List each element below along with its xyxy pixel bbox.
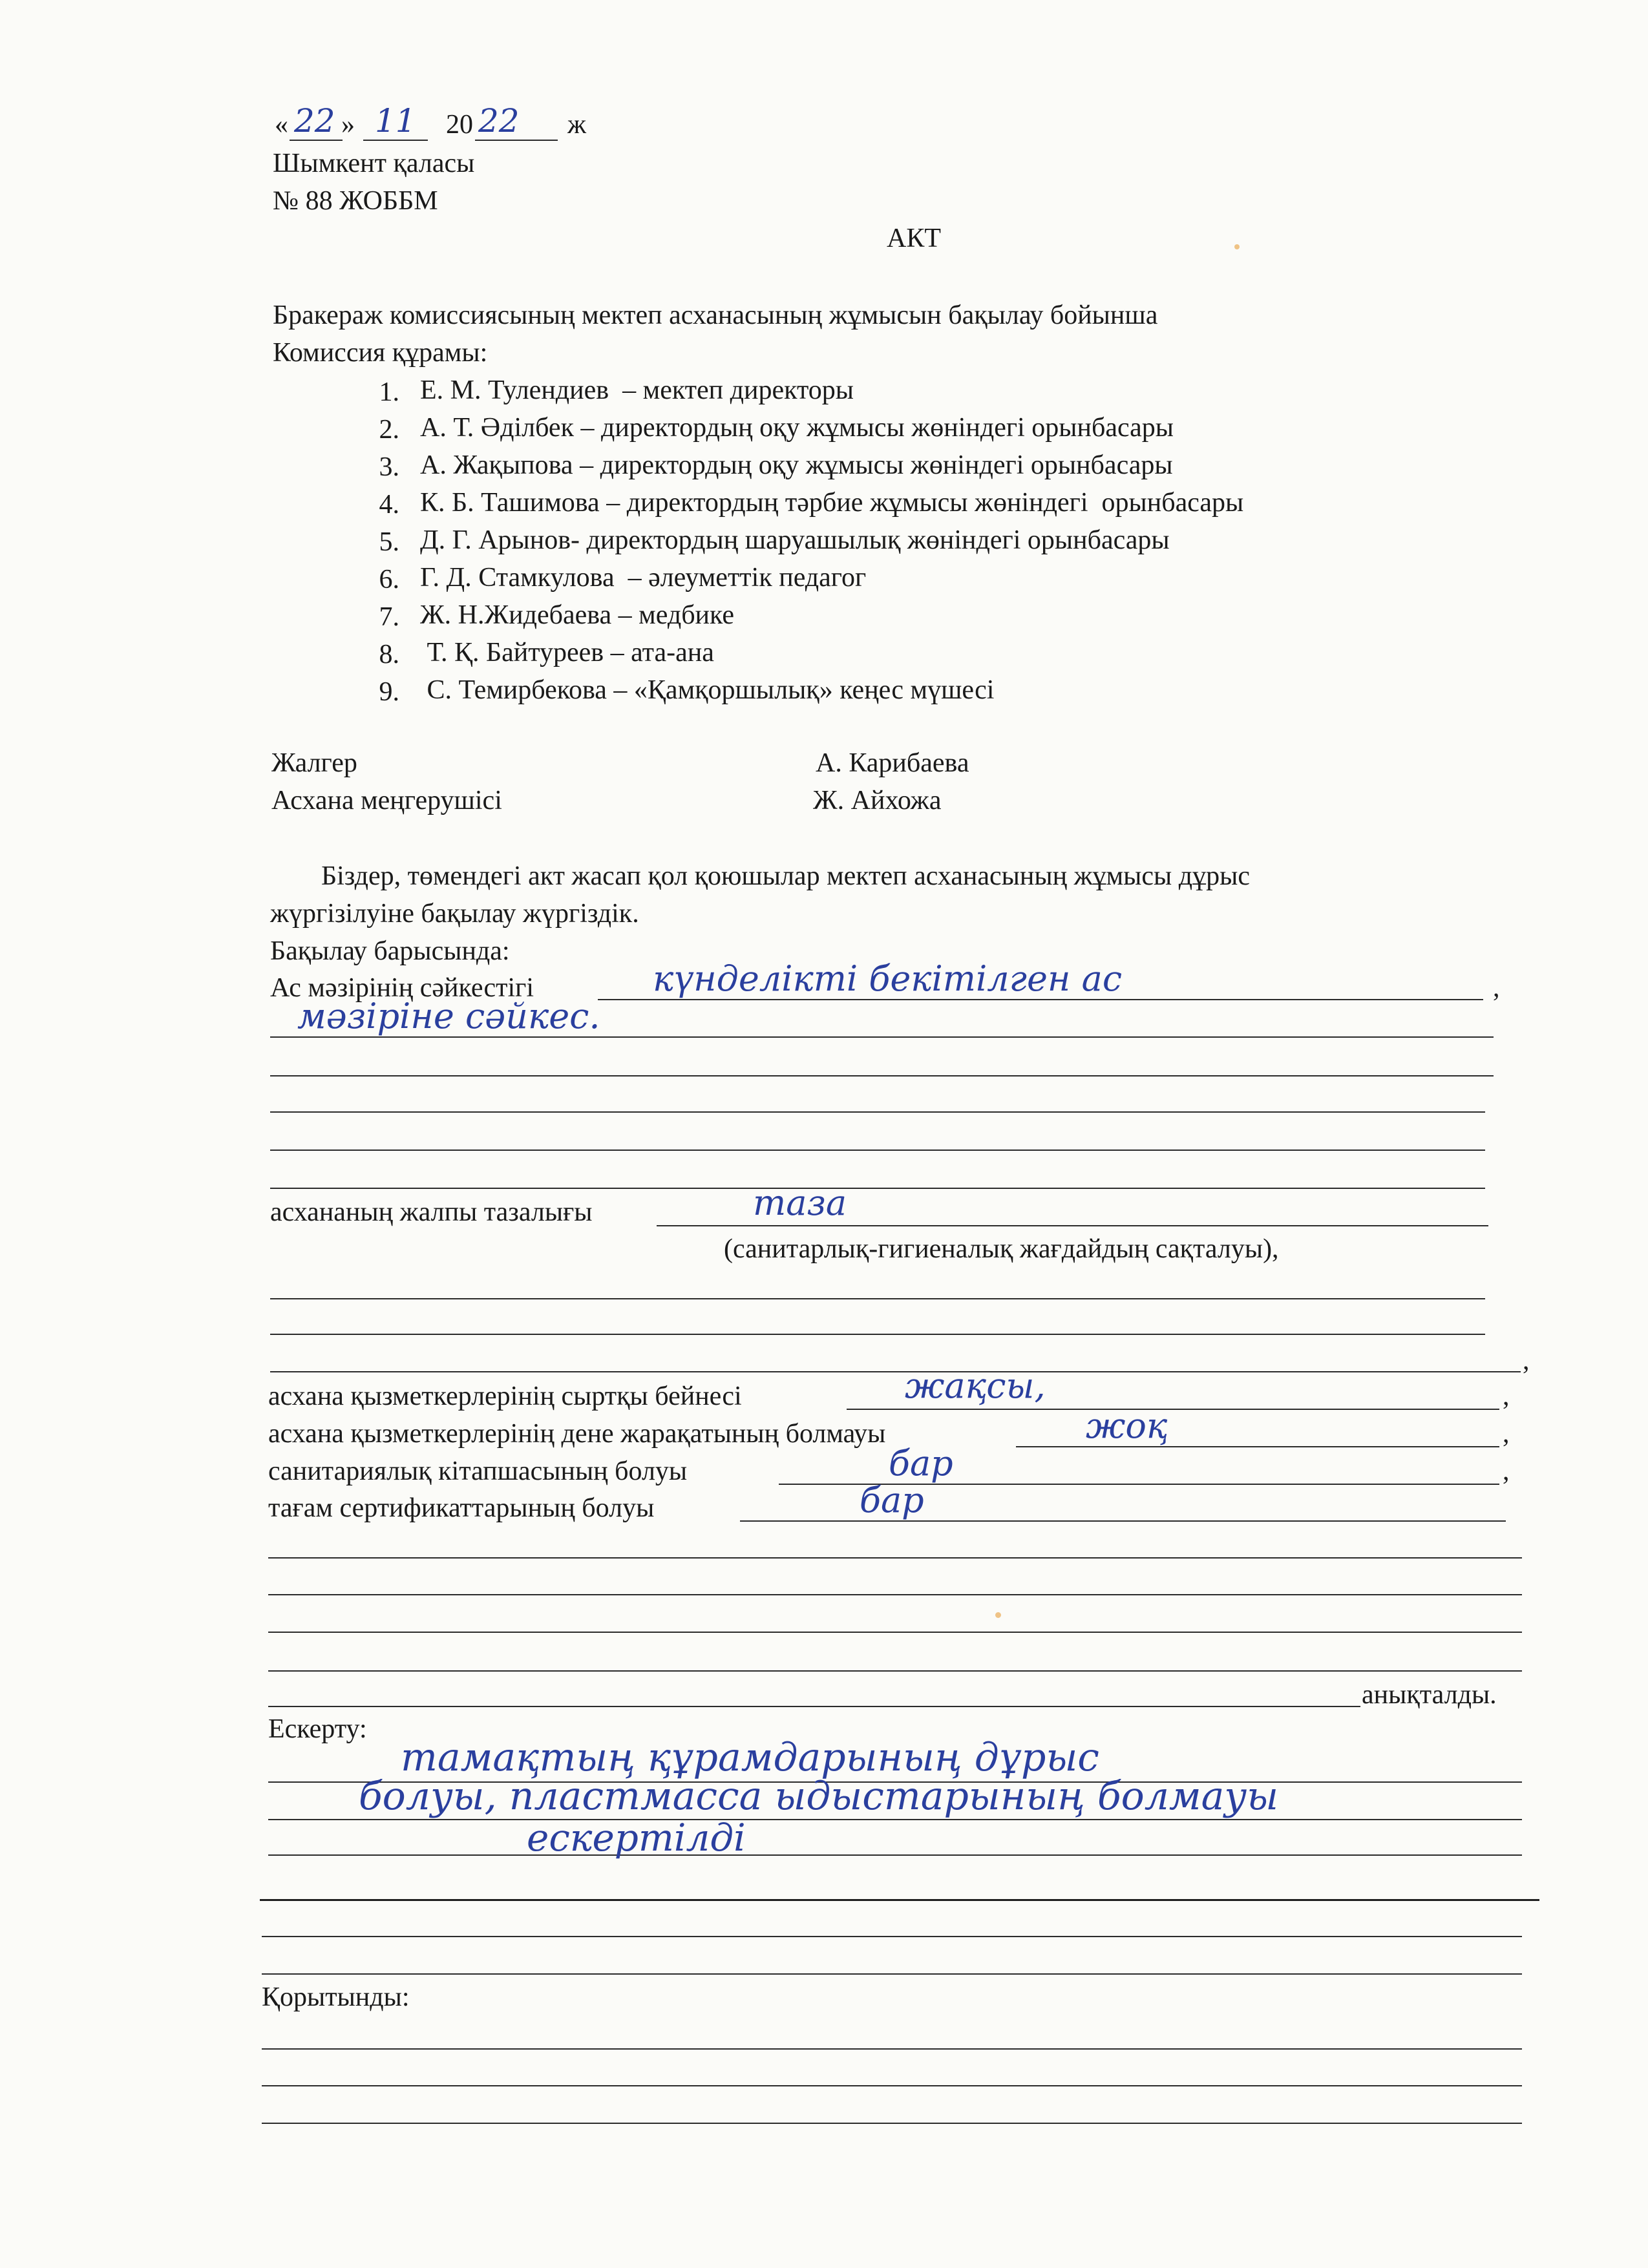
- blank-line: [270, 1075, 1494, 1076]
- date-day: 22: [294, 102, 335, 140]
- list-item: С. Темирбекова – «Қамқоршылық» кеңес мүшесі: [420, 675, 995, 705]
- blank-line: [262, 1936, 1522, 1937]
- blank-line: [270, 1334, 1485, 1335]
- city: Шымкент қаласы: [273, 149, 475, 178]
- menu-handwriting: мәзіріне сәйкес.: [297, 996, 600, 1036]
- intro-text-line: Біздер, төмендегі акт жасап қол қоюшылар мектеп асханасының жұмысы дұрыс: [321, 861, 1250, 891]
- injury-line: [1016, 1446, 1499, 1447]
- list-item: Д. Г. Арынов- директордың шаруашылық жөніндегі орынбасары: [420, 525, 1170, 555]
- staff-role: Жалгер: [271, 748, 357, 778]
- certificates-label: тағам сертификаттарының болуы: [268, 1493, 655, 1523]
- blank-line: [268, 1594, 1522, 1595]
- list-number: 4.: [379, 490, 399, 520]
- blank-line: [270, 1111, 1485, 1113]
- cleanliness-line: [657, 1225, 1488, 1226]
- date-open-quote: «: [275, 110, 288, 140]
- list-number: 5.: [379, 527, 399, 557]
- blank-line: [262, 2123, 1522, 2124]
- list-number: 3.: [379, 452, 399, 482]
- cleanliness-note: (санитарлық-гигиеналық жағдайдың сақталуы),: [724, 1234, 1279, 1264]
- date-year-line: [475, 140, 558, 141]
- date-month: 11: [375, 102, 416, 140]
- comma: ,: [1523, 1346, 1530, 1376]
- appearance-handwriting: жақсы,: [905, 1365, 1046, 1406]
- comma: ,: [1503, 1456, 1510, 1486]
- date-day-line: [290, 140, 343, 141]
- cleanliness-handwriting: таза: [753, 1182, 847, 1223]
- intro-text-line: жүргізілуіне бақылау жүргіздік.: [270, 899, 639, 929]
- date-year-prefix: 20: [446, 110, 473, 140]
- cleanliness-label: асхананың жалпы тазалығы: [270, 1197, 593, 1227]
- note-line: [268, 1819, 1522, 1820]
- identified-text: анықталды.: [1362, 1680, 1497, 1710]
- observation-label: Бақылау барысында:: [270, 936, 510, 966]
- blank-line: [268, 1670, 1522, 1672]
- menu-field-line: [270, 1036, 1494, 1038]
- section-divider: [260, 1899, 1539, 1901]
- certificates-line: [740, 1520, 1506, 1522]
- date-year-suffix: 22: [478, 102, 520, 140]
- comma: ,: [1493, 973, 1500, 1003]
- blank-line: [262, 2085, 1522, 2086]
- scan-speck: [995, 1612, 1001, 1618]
- list-number: 8.: [379, 640, 399, 669]
- blank-line: [268, 1706, 1360, 1707]
- blank-line: [268, 1557, 1522, 1559]
- list-number: 7.: [379, 602, 399, 632]
- date-unit: ж: [567, 110, 587, 140]
- list-number: 2.: [379, 415, 399, 445]
- list-number: 1.: [379, 377, 399, 407]
- blank-line: [270, 1371, 1521, 1372]
- date-close-quote: »: [341, 110, 355, 140]
- list-item: А. Т. Әділбек – директордың оқу жұмысы жөніндегі орынбасары: [420, 413, 1174, 443]
- list-item: А. Жақыпова – директордың оқу жұмысы жөніндегі орынбасары: [420, 450, 1173, 480]
- blank-line: [270, 1188, 1485, 1189]
- sanitary-book-handwriting: бар: [889, 1443, 953, 1484]
- certificates-handwriting: бар: [860, 1480, 924, 1520]
- note-handwriting: тамақтың құрамдарының дұрыс: [401, 1735, 1099, 1780]
- list-item: Ж. Н.Жидебаева – медбике: [420, 600, 735, 630]
- list-number: 9.: [379, 677, 399, 707]
- blank-line: [262, 2048, 1522, 2050]
- list-number: 6.: [379, 565, 399, 594]
- menu-handwriting: күнделікті бекітілген ас: [653, 958, 1123, 999]
- school-name: № 88 ЖОББМ: [273, 186, 438, 216]
- sanitary-book-label: санитариялық кітапшасының болуы: [268, 1456, 688, 1486]
- staff-role: Асхана меңгерушісі: [271, 786, 502, 815]
- commission-label: Комиссия құрамы:: [273, 338, 488, 368]
- list-item: К. Б. Ташимова – директордың тәрбие жұмысы жөніндегі орынбасары: [420, 488, 1244, 518]
- note-handwriting: болуы, пластмасса ыдыстарының болмауы: [359, 1774, 1279, 1819]
- list-item: Г. Д. Стамкулова – әлеуметтік педагог: [420, 563, 867, 593]
- appearance-label: асхана қызметкерлерінің сыртқы бейнесі: [268, 1381, 742, 1411]
- injury-label: асхана қызметкерлерінің дене жарақатының болмауы: [268, 1419, 886, 1449]
- blank-line: [270, 1298, 1485, 1299]
- list-item: Т. Қ. Байтуреев – ата-ана: [420, 638, 714, 667]
- staff-name: А. Карибаева: [816, 748, 969, 778]
- appearance-line: [847, 1409, 1499, 1410]
- note-label: Ескерту:: [268, 1714, 367, 1744]
- note-handwriting: ескертілді: [527, 1816, 746, 1860]
- document-title: АКТ: [887, 224, 941, 253]
- scan-speck: [1234, 244, 1240, 249]
- conclusion-label: Қорытынды:: [262, 1982, 410, 2012]
- blank-line: [262, 1973, 1522, 1975]
- date-month-line: [363, 140, 428, 141]
- list-item: Е. М. Тулендиев – мектеп директоры: [420, 375, 854, 405]
- comma: ,: [1503, 1381, 1510, 1411]
- note-line: [268, 1854, 1522, 1856]
- staff-name: Ж. Айхожа: [813, 786, 942, 815]
- injury-handwriting: жоқ: [1086, 1405, 1168, 1446]
- blank-line: [268, 1632, 1522, 1633]
- act-subject: Бракераж комиссиясының мектеп асханасының жұмысын бақылау бойынша: [273, 300, 1158, 330]
- comma: ,: [1503, 1419, 1510, 1449]
- menu-field-label: Ас мәзірінің сәйкестігі: [270, 973, 534, 1003]
- menu-field-line: [598, 999, 1483, 1000]
- blank-line: [270, 1150, 1485, 1151]
